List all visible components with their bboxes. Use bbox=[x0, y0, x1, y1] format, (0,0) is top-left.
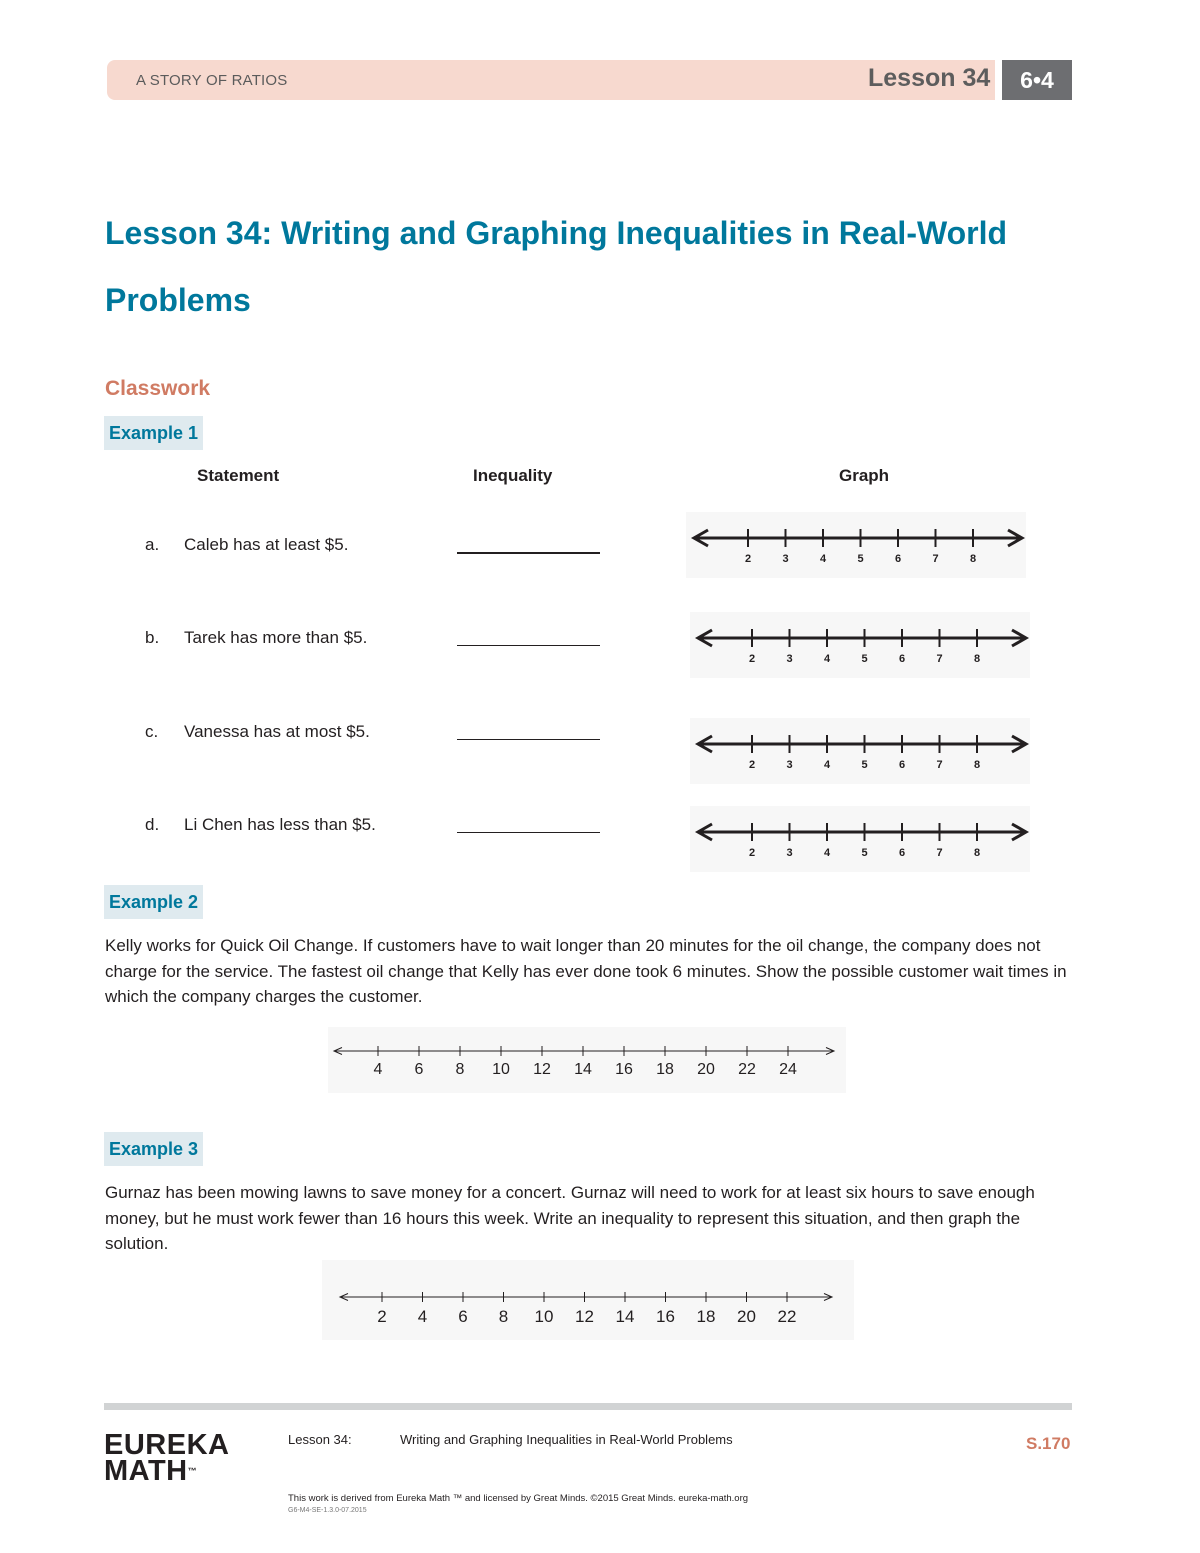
tick-label: 2 bbox=[748, 653, 756, 665]
page-title-line1: Lesson 34: Writing and Graphing Inequalities in Real-World bbox=[105, 215, 1008, 251]
tick-label: 8 bbox=[973, 653, 981, 665]
row-c-letter: c. bbox=[145, 722, 159, 741]
example3-graph[interactable] bbox=[322, 1260, 854, 1340]
tick-label: 7 bbox=[936, 653, 943, 665]
example2-number-line bbox=[328, 1027, 846, 1093]
tick-label: 6 bbox=[458, 1307, 468, 1326]
row-d-inequality-blank[interactable] bbox=[457, 832, 600, 833]
tick-label: 3 bbox=[786, 759, 793, 771]
tick-label: 6 bbox=[898, 653, 906, 665]
tick-label: 24 bbox=[779, 1061, 797, 1078]
example3-tag: Example 3 bbox=[104, 1132, 203, 1166]
row-c-statement: Vanessa has at most $5. bbox=[184, 722, 370, 741]
row-d-graph[interactable] bbox=[690, 806, 1030, 872]
header-lesson: Lesson 34 bbox=[868, 64, 991, 92]
row-a-graph[interactable] bbox=[686, 512, 1026, 578]
tick-label: 2 bbox=[748, 847, 756, 859]
tick-label: 3 bbox=[786, 847, 793, 859]
column-header-inequality: Inequality bbox=[473, 466, 553, 485]
example2-text: Kelly works for Quick Oil Change. If customers have to wait longer than 20 minutes for the oil change, the company does not charge for the service. The fastest oil change that Kelly has ever done took 6 minutes. Show the possible customer wait times in which the company charges the customer. bbox=[105, 936, 1067, 1006]
row-b-inequality-blank[interactable] bbox=[457, 645, 600, 646]
tick-label: 4 bbox=[823, 847, 831, 859]
row-d-number-line bbox=[690, 806, 1030, 872]
tick-label: 8 bbox=[969, 553, 977, 565]
tick-label: 22 bbox=[777, 1307, 797, 1326]
row-a-letter: a. bbox=[145, 535, 160, 554]
tick-label: 4 bbox=[417, 1307, 428, 1326]
tick-label: 8 bbox=[973, 847, 981, 859]
logo-line2: MATH bbox=[104, 1455, 188, 1487]
tick-label: 12 bbox=[575, 1307, 594, 1326]
page-title bbox=[105, 200, 1085, 334]
tick-label: 6 bbox=[894, 553, 902, 565]
tick-label: 5 bbox=[861, 759, 868, 771]
row-c-graph[interactable] bbox=[690, 718, 1030, 784]
example1-tag: Example 1 bbox=[104, 416, 203, 450]
tick-label: 20 bbox=[737, 1307, 756, 1326]
row-a-inequality-blank[interactable] bbox=[457, 552, 600, 554]
footer-rule bbox=[104, 1403, 1072, 1410]
tick-label: 16 bbox=[615, 1061, 633, 1078]
tick-label: 4 bbox=[823, 653, 831, 665]
tick-label: 8 bbox=[498, 1307, 509, 1326]
logo-tm: ™ bbox=[187, 1466, 198, 1476]
tick-label: 18 bbox=[656, 1061, 674, 1078]
tick-label: 6 bbox=[414, 1061, 424, 1078]
tick-label: 12 bbox=[533, 1061, 551, 1078]
page-title-line2: Problems bbox=[105, 282, 251, 318]
row-a-number-line bbox=[686, 512, 1026, 578]
tick-label: 14 bbox=[615, 1307, 635, 1326]
row-a-statement: Caleb has at least $5. bbox=[184, 535, 349, 554]
tick-label: 7 bbox=[932, 553, 939, 565]
tick-label: 7 bbox=[936, 847, 943, 859]
row-b-letter: b. bbox=[145, 628, 160, 647]
row-c-inequality-blank[interactable] bbox=[457, 739, 600, 740]
tick-label: 8 bbox=[973, 759, 981, 771]
tick-label: 10 bbox=[534, 1307, 554, 1326]
tick-label: 6 bbox=[898, 759, 906, 771]
tick-label: 14 bbox=[574, 1061, 592, 1078]
header-story: A STORY OF RATIOS bbox=[136, 72, 288, 89]
tick-label: 5 bbox=[861, 653, 868, 665]
eureka-math-logo bbox=[104, 1429, 230, 1487]
tick-label: 8 bbox=[455, 1061, 465, 1078]
tick-label: 22 bbox=[738, 1061, 756, 1078]
row-d-statement: Li Chen has less than $5. bbox=[184, 815, 376, 834]
tick-label: 2 bbox=[748, 759, 756, 771]
column-header-graph: Graph bbox=[839, 466, 890, 485]
tick-label: 7 bbox=[936, 759, 943, 771]
example2-graph[interactable] bbox=[328, 1027, 846, 1093]
tick-label: 20 bbox=[697, 1061, 715, 1078]
tick-label: 6 bbox=[898, 847, 906, 859]
example2-tag: Example 2 bbox=[104, 885, 203, 919]
row-d-letter: d. bbox=[145, 815, 160, 834]
page-number: S.170 bbox=[1026, 1434, 1071, 1453]
tick-label: 2 bbox=[744, 553, 752, 565]
footer-title: Writing and Graphing Inequalities in Real-World Problems bbox=[400, 1432, 733, 1447]
tick-label: 2 bbox=[377, 1307, 387, 1326]
example3-number-line bbox=[322, 1260, 854, 1340]
tick-label: 10 bbox=[492, 1061, 510, 1078]
section-heading: Classwork bbox=[105, 377, 211, 400]
tick-label: 18 bbox=[696, 1307, 716, 1326]
tick-label: 4 bbox=[823, 759, 831, 771]
header-grade-badge: 6•4 bbox=[1002, 60, 1072, 100]
column-header-statement: Statement bbox=[197, 466, 280, 485]
example3-text: Gurnaz has been mowing lawns to save money for a concert. Gurnaz will need to work for at least six hours to save enough money, but he must work fewer than 16 hours this week. Write an inequality to represent this situation, and then graph the solution. bbox=[105, 1183, 1035, 1253]
tick-label: 16 bbox=[656, 1307, 675, 1326]
tick-label: 4 bbox=[819, 553, 827, 565]
tick-label: 5 bbox=[861, 847, 868, 859]
footer-lesson: Lesson 34: bbox=[288, 1432, 352, 1447]
footer-credit: This work is derived from Eureka Math ™ and licensed by Great Minds. ©2015 Great Minds. eureka-math.org bbox=[288, 1493, 749, 1504]
footer-code: G6-M4-SE-1.3.0-07.2015 bbox=[288, 1507, 367, 1514]
logo-line1: EUREKA bbox=[104, 1429, 230, 1461]
tick-label: 3 bbox=[786, 653, 793, 665]
tick-label: 5 bbox=[857, 553, 864, 565]
row-b-number-line bbox=[690, 612, 1030, 678]
tick-label: 3 bbox=[782, 553, 789, 565]
row-c-number-line bbox=[690, 718, 1030, 784]
row-b-statement: Tarek has more than $5. bbox=[184, 628, 368, 647]
tick-label: 4 bbox=[373, 1061, 383, 1078]
row-b-graph[interactable] bbox=[690, 612, 1030, 678]
